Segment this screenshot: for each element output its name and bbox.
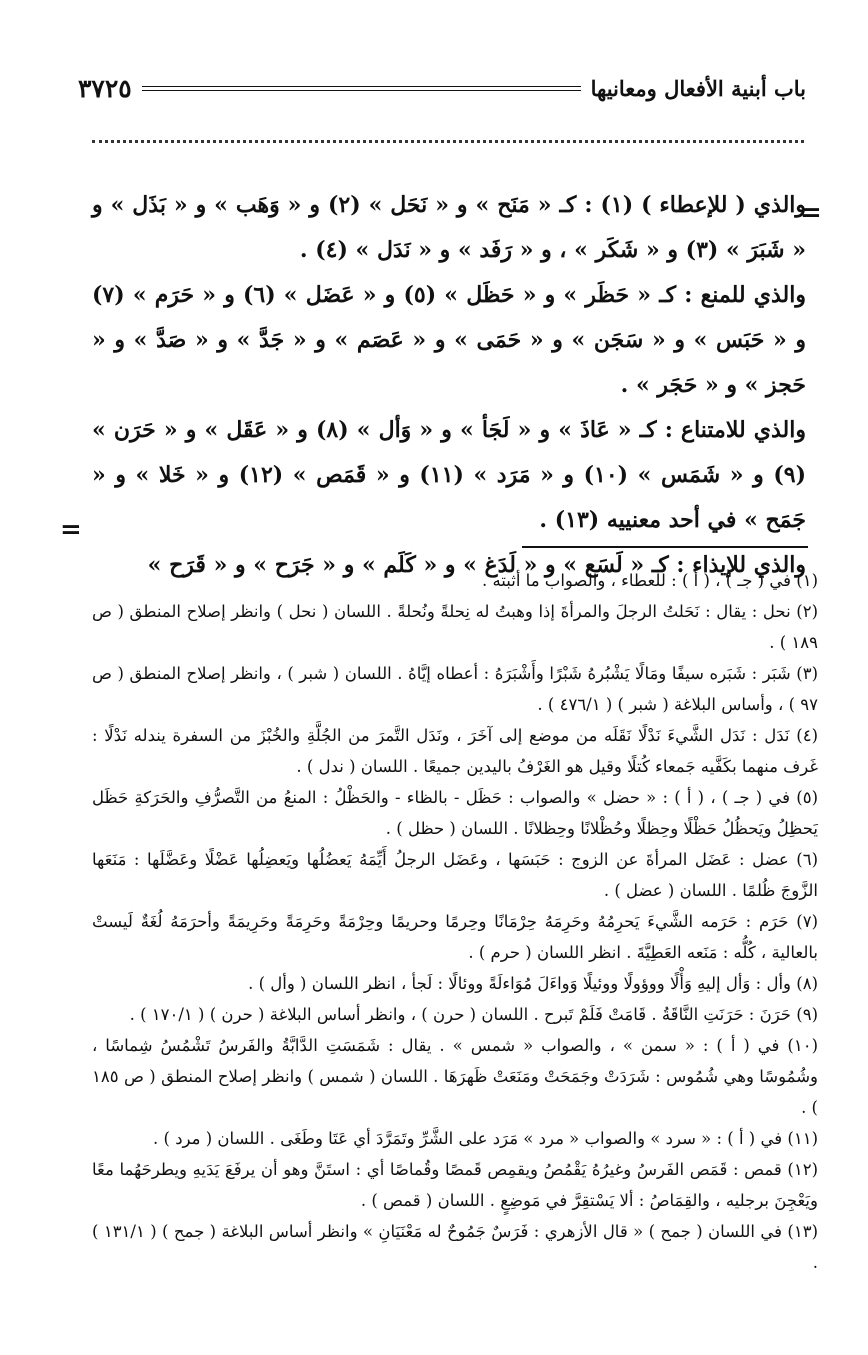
paragraph-body: كـ « عَاذَ » و « لَجَأ » و « وَأل » (٨) و « عَقَل » و « حَرَن » (٩) و « شَمَس » (١٠) و « مَرَد » (١١) و « قَمَص » (١٢) و « خَلا » و « جَمَح » في أحد معنييه (١٣) .	[92, 417, 806, 533]
paragraph-lead: والذي ( للإعطاء )	[641, 192, 807, 218]
header-rule	[142, 86, 581, 91]
footnote: (١٢) قمص : قَمَص الفَرسُ وغيرُهُ يَقْمُصُ ويقمِص قَمصًا وقُماصًا أي : استَنَّ وهو أن يرفَعَ يَدَيهِ ويطرحَهُما معًا ويَعْجِنَ برجليه ، والقِمَاصُ : ألا يَسْتقِرَّ في مَوضِعٍ . اللسان ( قمص ) .	[92, 1160, 818, 1210]
footnote: (٣) شَبَر : شَبَره سيفًا ومَالًا يَشْبُرهُ شَبْرًا وأَشْبَرَهُ : أعطاه إيَّاهُ . اللسان ( شبر ) ، وانظر إصلاح المنطق ( ص ٩٧ ) ، وأساس البلاغة ( شبر ) ( ٤٧٦/١ ) .	[92, 664, 818, 714]
footnote: (١٣) في اللسان ( جمح ) « قال الأزهري : فَرَسٌ جَمُوحٌ له مَعْنَيَانِ » وانظر أساس البلاغة ( جمح ) ( ١٣١/١ ) .	[92, 1222, 818, 1272]
footnote: (١١) في ( أ ) : « سرد » والصواب « مرد » مَرَد على الشَّرِّ وتَمَرَّدَ أي عَتَا وطَغَى . اللسان ( مرد ) .	[153, 1129, 818, 1148]
footnote: (٩) حَرَنَ : حَرَنَتِ النَّاقَةُ . قَامَتْ فَلَمْ تَبرح . اللسان ( حرن ) ، وانظر أساس البلاغة ( حرن ) ( ١٧٠/١ ) .	[129, 1005, 818, 1024]
footnote: (٢) نحل : يقال : نَحَلتُ الرجلَ والمرأةَ إذا وهبتُ له نِحلةً ونُحلةً . اللسان ( نحل ) وانظر إصلاح المنطق ( ص ١٨٩ ) .	[92, 602, 818, 652]
footnote: (٤) نَدَل : نَدَل الشَّيءَ نَدْلًا نَقَلَه من موضع إلى آخَرَ ، ونَدَل التَّمرَ من الجُلَّةِ والخُبْزَ من السفرة يندله نَدْلًا : غَرف منهما بكَفَّيه جَمعاء كُتلًا وقيل هو الغَرْفُ باليدين جميعًا . اللسان ( ندل ) .	[92, 726, 818, 776]
paragraph-refraining	[92, 408, 806, 543]
footnote: (١) في ( جـ ) ، ( أ ) : للعطاء ، والصواب ما أثبته .	[481, 571, 818, 590]
footnote: (٨) وأل : وَأل إليهِ وَأْلًا ووؤولًا ووئيلًا وَواءَلَ مُوَاءلَةً ووئالًا : لَجأ ، انظر اللسان ( وأل ) .	[248, 974, 818, 993]
paragraph-body: (١) : كـ « مَنَح » و « نَحَل » (٢) و « وَهَب » و « بَذَل » و « شَبَرَ » (٣) و « شَكَر » ، و « رَفَد » و « نَدَل » (٤) .	[92, 192, 806, 263]
paragraph-body: كـ « لَسَع » و « لَدَغ » و « كَلَم » و « جَرَح » و « قَرَح »	[147, 552, 677, 578]
main-text	[92, 183, 806, 588]
paragraph-lead: والذي للإيذاء :	[676, 552, 806, 578]
paragraph-lead: والذي للمنع :	[684, 282, 806, 308]
footnote: (٦) عضل : عَضَل المرأةَ عن الزوج : حَبَسَها ، وعَضَل الرجلُ أَيِّمَهُ يَعضُلُها ويَعضِلُها عَضْلًا وعَضَّلَها : مَنَعَها الزَّوجَ ظُلمًا . اللسان ( عضل ) .	[92, 850, 818, 900]
footnotes	[92, 565, 818, 1278]
footnote: (١٠) في ( أ ) : « سمن » ، والصواب « شمس » . يقال : شَمَسَتِ الدَّابَّةُ والفَرسُ تَشْمُسُ شِماسًا ، وشُمُوسًا وهي شُمُوس : شَرَدَتْ وجَمَحَتْ ومَنَعَتْ ظَهرَهَا . اللسان ( شمس ) وانظر إصلاح المنطق ( ص ١٨٥ ) .	[92, 1036, 818, 1117]
footnote-separator	[522, 546, 808, 548]
footnote: (٥) في ( جـ ) ، ( أ ) : « حضل » والصواب : حَظَل - بالظاء - والحَظْلُ : المنعُ من التَّصرُّفِ والحَرَكةِ حَظَل يَحظِلُ ويَحظُلُ حَظْلًا وحِظلًا وحُظْلانًا وحِظلانًا . اللسان ( حظل ) .	[92, 788, 818, 838]
paragraph-body: كـ « حَظَر » و « حَظَل » (٥) و « عَضَل » (٦) و « حَرَم » (٧) و « حَبَس » و « سَجَن » و « حَمَى » و « عَصَم » و « جَدَّ » و « صَدَّ » و « حَجز » و « حَجَر » .	[92, 282, 806, 398]
dotted-separator	[92, 140, 804, 157]
running-header	[78, 70, 806, 106]
paragraph-giving	[92, 183, 806, 273]
footnote: (٧) حَرَم : حَرَمه الشَّيءَ يَحرِمُهُ وحَرِمَهُ حِرْمَانًا وحِرمًا وحريمًا وحِرْمَةً وحَرِمَةً وحَرِيمَةً وأحرَمَهُ لُغَةٌ لَيستْ بالعالية ، كُلُّه : مَنَعه العَطِيَّةَ . انظر اللسان ( حرم ) .	[92, 912, 818, 962]
continuation-mark-bottom: =	[60, 515, 82, 545]
paragraph-lead: والذي للامتناع :	[664, 417, 806, 443]
page-number: ٣٧٢٥	[78, 73, 132, 103]
continuation-mark-top: =	[800, 198, 822, 228]
chapter-title: باب أبنية الأفعال ومعانيها	[590, 75, 806, 101]
paragraph-preventing	[92, 273, 806, 408]
